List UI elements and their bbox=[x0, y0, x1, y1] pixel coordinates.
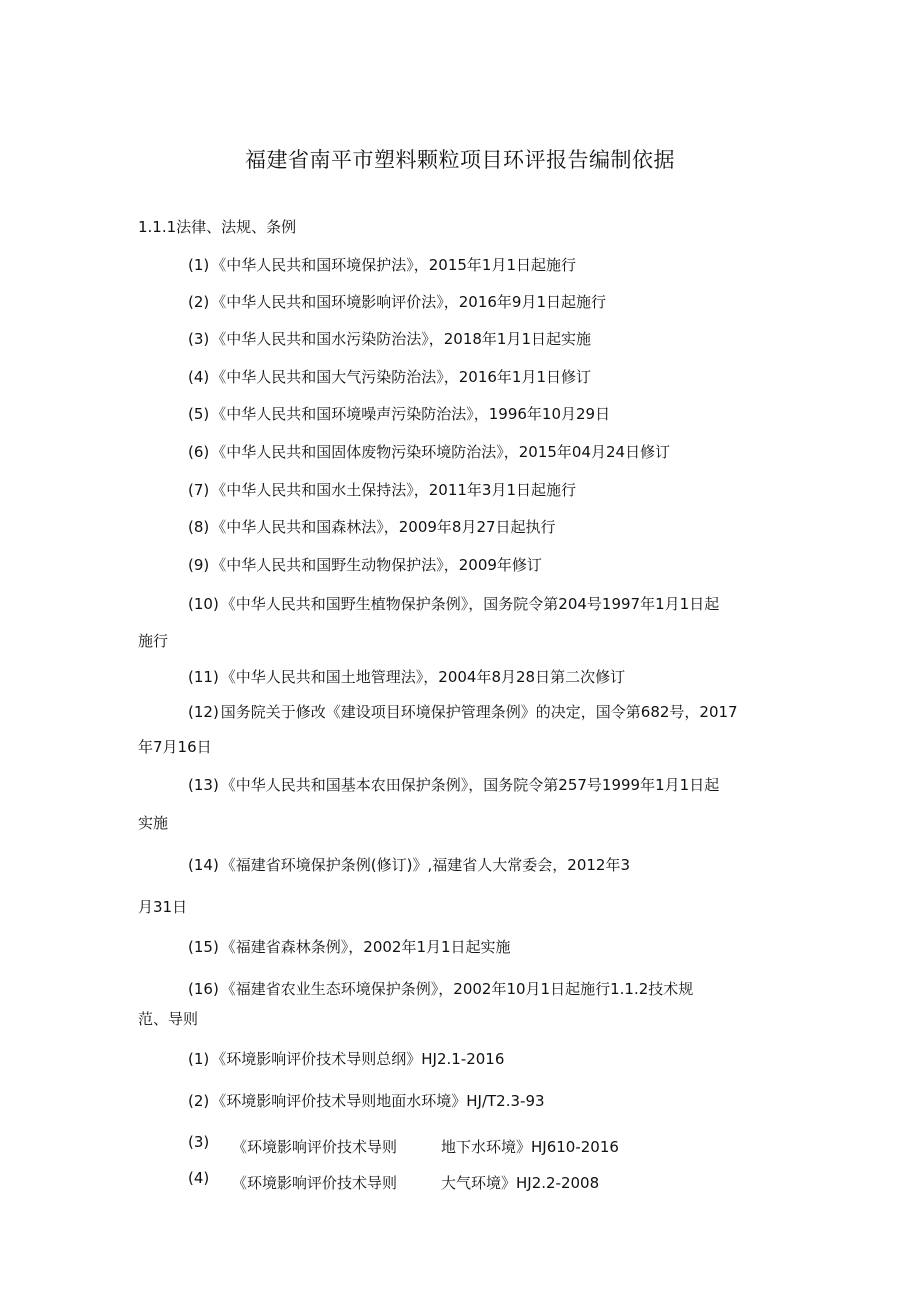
guideline-text-part: 地下水环境》HJ610-2016 bbox=[441, 1138, 619, 1156]
list-item bbox=[188, 367, 591, 387]
list-item-continuation: 月31日 bbox=[138, 898, 188, 916]
list-item-number: (16) bbox=[188, 980, 219, 998]
list-item-text: 《中华人民共和国水污染防治法》，2018年1月1日起实施 bbox=[211, 330, 592, 348]
list-item bbox=[188, 292, 606, 312]
list-item bbox=[188, 594, 719, 614]
list-item bbox=[188, 404, 610, 424]
list-item-number: (3) bbox=[188, 330, 210, 348]
list-item-text: 《中华人民共和国野生植物保护条例》，国务院令第204号1997年1月1日起 bbox=[220, 595, 720, 613]
list-item-number: (8) bbox=[188, 518, 210, 536]
guideline-text: 《环境影响评价技术导则总纲》HJ2.1-2016 bbox=[211, 1050, 505, 1068]
guideline-text-part: 《环境影响评价技术导则 bbox=[232, 1174, 398, 1192]
list-item-continuation: 实施 bbox=[138, 814, 169, 832]
list-item-number: (6) bbox=[188, 443, 210, 461]
list-item-text: 国务院关于修改《建设项目环境保护管理条例》的决定，国令第682号，2017 bbox=[220, 703, 738, 721]
list-item-text: 《中华人民共和国水土保持法》，2011年3月1日起施行 bbox=[211, 481, 577, 499]
list-item bbox=[188, 442, 670, 462]
list-item bbox=[188, 667, 625, 687]
list-item-number: (5) bbox=[188, 405, 210, 423]
list-item-continuation: 范、导则 bbox=[138, 1010, 199, 1028]
list-item bbox=[188, 979, 693, 999]
list-item-text: 《福建省森林条例》，2002年1月1日起实施 bbox=[220, 938, 511, 956]
list-item-number: (7) bbox=[188, 481, 210, 499]
list-item bbox=[188, 775, 719, 795]
list-item-number: (2) bbox=[188, 293, 210, 311]
list-item bbox=[188, 937, 511, 957]
list-item-number: (14) bbox=[188, 856, 219, 874]
list-item-continuation: 年7月16日 bbox=[138, 738, 212, 756]
list-item bbox=[188, 702, 738, 722]
list-item-text: 《中华人民共和国土地管理法》，2004年8月28日第二次修订 bbox=[220, 668, 626, 686]
list-item bbox=[188, 480, 576, 500]
list-item-continuation: 施行 bbox=[138, 632, 169, 650]
page-title: 福建省南平市塑料颗粒项目环评报告编制依据 bbox=[245, 148, 675, 172]
list-item-number: (13) bbox=[188, 776, 219, 794]
list-item-text: 《中华人民共和国大气污染防治法》，2016年1月1日修订 bbox=[211, 368, 592, 386]
list-item-text: 《福建省农业生态环境保护条例》，2002年10月1日起施行1.1.2技术规 bbox=[220, 980, 694, 998]
list-item bbox=[188, 517, 556, 537]
list-item-number: (15) bbox=[188, 938, 219, 956]
guideline-number: (2) bbox=[188, 1092, 210, 1110]
list-item-text: 《中华人民共和国基本农田保护条例》，国务院令第257号1999年1月1日起 bbox=[220, 776, 720, 794]
guideline-item bbox=[188, 1091, 545, 1111]
guideline-text-part: 《环境影响评价技术导则 bbox=[232, 1138, 398, 1156]
list-item-text: 《中华人民共和国野生动物保护法》，2009年修订 bbox=[211, 556, 542, 574]
list-item bbox=[188, 329, 591, 349]
list-item-text: 《福建省环境保护条例(修订)》,福建省人大常委会，2012年3 bbox=[220, 856, 630, 874]
list-item bbox=[188, 855, 630, 875]
list-item-number: (12) bbox=[188, 703, 219, 721]
list-item bbox=[188, 255, 576, 275]
list-item-text: 《中华人民共和国环境保护法》，2015年1月1日起施行 bbox=[211, 256, 577, 274]
guideline-number: (3) bbox=[188, 1133, 210, 1151]
guideline-number: (4) bbox=[188, 1169, 210, 1187]
list-item-text: 《中华人民共和国固体废物污染环境防治法》，2015年04月24日修订 bbox=[211, 443, 671, 461]
list-item-text: 《中华人民共和国环境噪声污染防治法》，1996年10月29日 bbox=[211, 405, 611, 423]
guideline-item bbox=[188, 1049, 504, 1069]
guideline-text-part: 大气环境》HJ2.2-2008 bbox=[441, 1174, 600, 1192]
guideline-text: 《环境影响评价技术导则地面水环境》HJ/T2.3-93 bbox=[211, 1092, 545, 1110]
list-item-number: (10) bbox=[188, 595, 219, 613]
list-item-number: (11) bbox=[188, 668, 219, 686]
section-heading: 1.1.1法律、法规、条例 bbox=[138, 218, 297, 236]
list-item-text: 《中华人民共和国环境影响评价法》，2016年9月1日起施行 bbox=[211, 293, 607, 311]
guideline-number: (1) bbox=[188, 1050, 210, 1068]
list-item-number: (1) bbox=[188, 256, 210, 274]
list-item-number: (9) bbox=[188, 556, 210, 574]
list-item bbox=[188, 555, 542, 575]
list-item-number: (4) bbox=[188, 368, 210, 386]
list-item-text: 《中华人民共和国森林法》，2009年8月27日起执行 bbox=[211, 518, 556, 536]
